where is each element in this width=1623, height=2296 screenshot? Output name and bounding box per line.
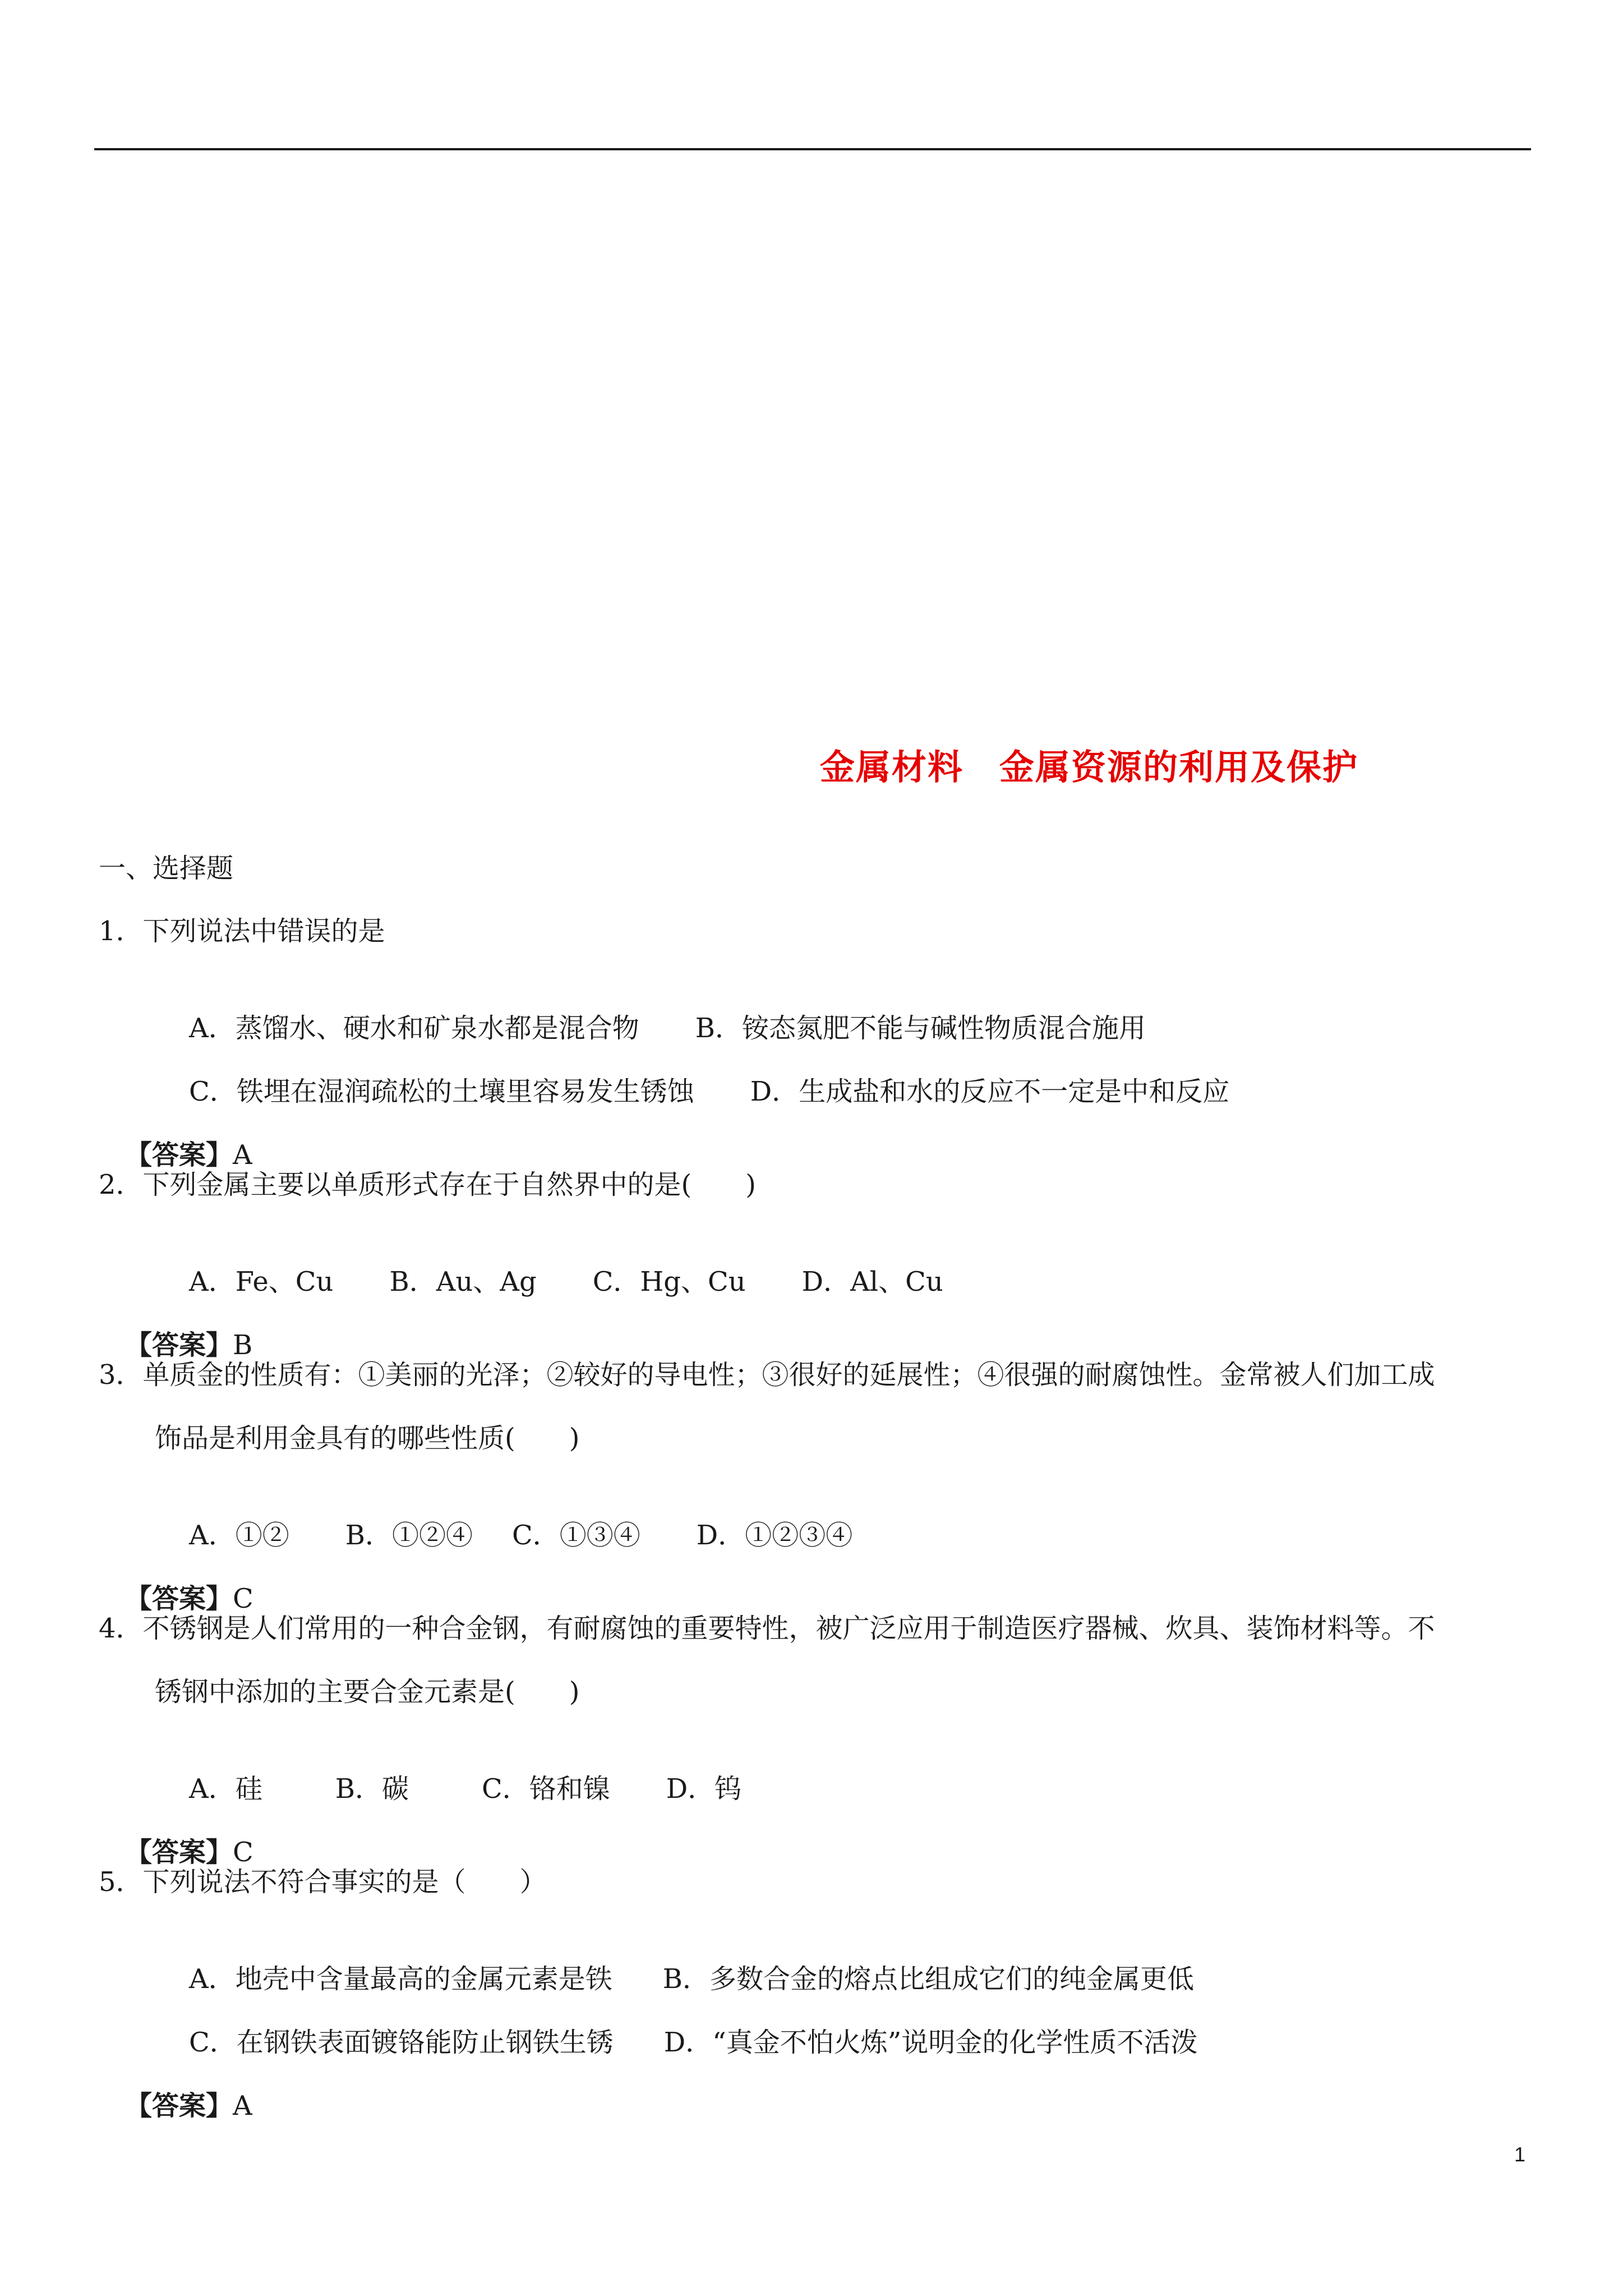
question-2-option-a: A．Fe、Cu: [189, 1266, 334, 1297]
question-4-option-b: B．碳: [335, 1773, 409, 1805]
question-4-option-d: D．钨: [666, 1773, 742, 1805]
question-5-option-d: D．“真金不怕火炼”说明金的化学性质不活泼: [663, 2027, 1198, 2058]
question-1-option-a: A．蒸馏水、硬水和矿泉水都是混合物: [189, 1013, 639, 1044]
question-1-option-b: B．铵态氮肥不能与碱性物质混合施用: [695, 1013, 1146, 1044]
question-2-stem: 2．下列金属主要以单质形式存在于自然界中的是( ): [99, 1169, 756, 1200]
question-2-option-d: D．Al、Cu: [801, 1266, 943, 1297]
answer-value: A: [233, 1139, 252, 1171]
page-title: 金属材料 金属资源的利用及保护: [820, 747, 1359, 788]
question-5-option-c: C．在钢铁表面镀铬能防止钢铁生锈: [189, 2027, 614, 2058]
question-2-options: [155, 1231, 943, 1332]
question-5-options-row-2: [155, 1992, 1197, 2093]
question-4-option-a: A．硅: [189, 1773, 262, 1805]
answer-label: 【答案】: [125, 1583, 233, 1614]
answer-label: 【答案】: [125, 1329, 233, 1361]
question-5-option-a: A．地壳中含量最高的金属元素是铁: [189, 1963, 612, 1995]
question-3-option-d: D．①②③④: [696, 1520, 853, 1551]
answer-label: 【答案】: [125, 1837, 233, 1868]
answer-label: 【答案】: [125, 1139, 233, 1171]
question-3-option-b: B．①②④: [345, 1520, 473, 1551]
question-4-stem-continued: 锈钢中添加的主要合金元素是( ): [155, 1676, 580, 1708]
question-1-options-row-2: [155, 1041, 1229, 1142]
answer-value: A: [233, 2090, 252, 2122]
question-5-option-b: B．多数合金的熔点比组成它们的纯金属更低: [662, 1963, 1194, 1995]
question-1-stem: 1．下列说法中错误的是: [99, 915, 385, 947]
question-4-stem: 4．不锈钢是人们常用的一种合金钢，有耐腐蚀的重要特性，被广泛应用于制造医疗器械、炊具、装饰材料等。不: [99, 1613, 1435, 1644]
question-2-option-c: C．Hg、Cu: [592, 1266, 746, 1297]
question-3-stem: 3．单质金的性质有：①美丽的光泽；②较好的导电性；③很好的延展性；④很强的耐腐蚀性。金常被人们加工成: [99, 1359, 1435, 1391]
answer-value: C: [233, 1583, 253, 1614]
question-3-option-a: A．①②: [189, 1520, 289, 1551]
question-5-stem: 5．下列说法不符合事实的是（ ）: [99, 1866, 547, 1898]
question-1-option-c: C．铁埋在湿润疏松的土壤里容易发生锈蚀: [189, 1076, 694, 1107]
question-4-option-c: C．铬和镍: [481, 1773, 610, 1805]
question-2-option-b: B．Au、Ag: [389, 1266, 537, 1297]
question-5-answer: [91, 2055, 252, 2156]
answer-value: C: [233, 1837, 253, 1868]
answer-label: 【答案】: [125, 2090, 233, 2122]
question-1-option-d: D．生成盐和水的反应不一定是中和反应: [750, 1076, 1230, 1107]
question-3-stem-continued: 饰品是利用金具有的哪些性质( ): [155, 1423, 580, 1454]
header-rule: [94, 148, 1531, 150]
answer-value: B: [233, 1329, 253, 1361]
section-heading: 一、选择题: [99, 853, 234, 884]
question-3-option-c: C．①③④: [511, 1520, 640, 1551]
question-3-options: [155, 1485, 852, 1586]
page-number: 1: [1514, 2143, 1526, 2166]
